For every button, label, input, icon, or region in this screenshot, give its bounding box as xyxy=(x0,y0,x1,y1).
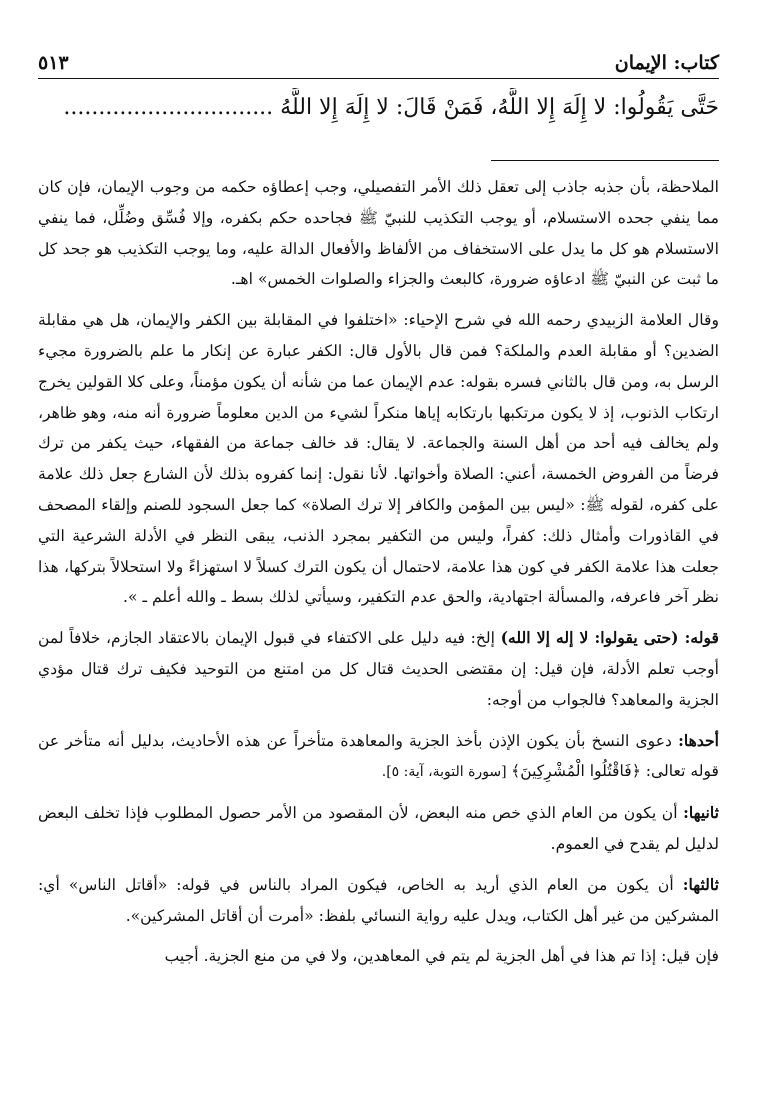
page-number: ٥١٣ xyxy=(38,52,69,74)
book-title: كتاب: الإيمان xyxy=(614,52,719,74)
paragraph-text: أن يكون من العام الذي أريد به الخاص، فيكون المراد بالناس في قوله: «أقاتل الناس» أي: المشركين من غير أهل الكتاب، ويدل عليه رواية النسائي بلفظ: «أمرت أن أقاتل المشركين». xyxy=(38,875,719,925)
paragraph-text: دعوى النسخ بأن يكون الإذن بأخذ الجزية والمعاهدة متأخراً عن هذه الأحاديث، بدليل أنه متأخر عن قوله تعالى: ﴿فَاقْتُلُوا الْمُشْرِكِينَ﴾ xyxy=(38,731,719,781)
paragraph-2 xyxy=(38,305,719,613)
paragraph-3 xyxy=(38,623,719,715)
hadith-text-line: حَتَّى يَقُولُوا: لا إِلَهَ إِلا اللَّهُ، فَمَنْ قَالَ: لا إِلَهَ إِلا اللَّهُ .............................. xyxy=(63,95,719,120)
paragraph-4 xyxy=(38,726,719,789)
quran-reference: [سورة التوبة، آية: ٥]. xyxy=(381,764,512,781)
footnote-separator xyxy=(491,160,719,161)
paragraph-lead: ثانيها: xyxy=(683,803,719,823)
paragraph-text: أن يكون من العام الذي خص منه البعض، لأن المقصود من الأمر حصول المطلوب فإذا تخلف البعض لدليل لم يقدح في العموم. xyxy=(38,804,719,853)
running-header xyxy=(38,40,719,79)
paragraph-7 xyxy=(38,941,719,972)
paragraph-6 xyxy=(38,870,719,932)
paragraph-text: إلخ: فيه دليل على الاكتفاء في قبول الإيمان بالاعتقاد الجازم، خلافاً لمن أوجب تعلم الأدلة، فإن قيل: إن مقتضى الحديث قتال كل من امتنع من التوحيد فكيف ترك قتال مؤدي الجزية والمعاهد؟ فالجواب من أوجه: xyxy=(38,629,719,709)
paragraph-text: وقال العلامة الزبيدي رحمه الله في شرح الإحياء: «اختلفوا في المقابلة بين الكفر والإيمان، هل هي مقابلة الضدين؟ أو مقابلة العدم والملكة؟ فمن قال بالأول قال: الكفر عبارة عن إنكار ما علم بالضرورة مجيء الرسل به، ومن قال بالثاني فسره بقوله: عدم الإيمان عما من شأنه أن يكون مؤمناً، وعلى كلا القولين يخرج ارتكاب الذنوب، إذ لا يكون مرتكبها بارتكابه إياها منكراً لشيء من الدين معلوماً ضرورة أنه منه، وهو ظاهر، ولم يخالف فيه أحد من أهل السنة والجماعة. لا يقال: قد خالف جماعة من الفقهاء، حيث يكفر من ترك فرضاً من الفروض الخمسة، أعني: الصلاة وأخواتها. لأنا نقول: إنما كفروه بذلك لأن الشارع جعل ذلك علامة على كفره، لقوله ﷺ: «ليس بين المؤمن والكافر إلا ترك الصلاة» كما جعل السجود للصنم وإلقاء المصحف في القاذورات وأمثال ذلك: كفراً، وليس من التكفير بمجرد الذنب، يبقى النظر في الأدلة الشرعية التي جعلت هذا علامة الكفر في كون هذا علامة، لاحتمال أن يكون الترك كسلاً لا استهزاءً ولا استحلالاً بتركها، هذا نظر آخر فاعرفه، والمسألة اجتهادية، والحق عدم التكفير، وسيأتي لذلك بسط ـ والله أعلم ـ ». xyxy=(38,311,719,607)
paragraph-text: الملاحظة، بأن جذبه جاذب إلى تعقل ذلك الأمر التفصيلي، وجب إعطاؤه حكمه من وجوب الإيمان، فإن كان مما ينفي جحده الاستسلام، أو يوجب التكذيب للنبيّ ﷺ فجاحده حكم بكفره، وإلا فُسِّق وضُلِّل، فما ينفي الاستسلام هو كل ما يدل على الاستخفاف من الألفاظ والأفعال الدالة عليه، وما يوجب التكذيب هو جحد كل ما ثبت عن النبيّ ﷺ ادعاؤه ضرورة، كالبعث والجزاء والصلوات الخمس» اهـ. xyxy=(38,178,719,289)
paragraph-1 xyxy=(38,172,719,295)
paragraph-5 xyxy=(38,798,719,860)
paragraph-lead: قوله: (حتى يقولوا: لا إله إلا الله) xyxy=(500,628,719,648)
commentary-body xyxy=(38,172,719,982)
paragraph-text: فإن قيل: إذا تم هذا في أهل الجزية لم يتم في المعاهدين، ولا في من منع الجزية. أجيب xyxy=(164,947,719,966)
paragraph-lead: ثالثها: xyxy=(682,874,719,894)
paragraph-lead: أحدها: xyxy=(678,730,719,750)
